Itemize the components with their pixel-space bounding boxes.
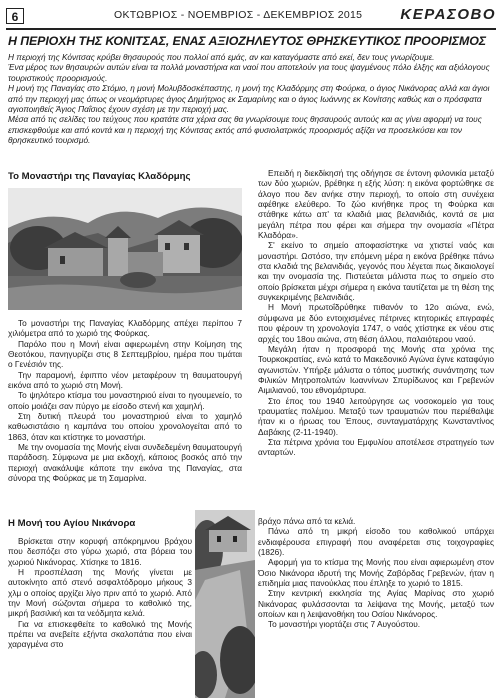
intro-paragraph: Η περιοχή της Κόνιτσας κρύβει θησαυρούς που πολλοί από εμάς, αν και καταγόμαστε από εκεί, δεν τους γνωρίζουμε. <box>8 52 435 62</box>
body-paragraph: βράχο πάνω από τα κελιά. <box>258 516 356 526</box>
body-paragraph: Το μοναστήρι γιορτάζει στις 7 Αυγούστου. <box>268 619 421 630</box>
header-rule <box>6 28 496 30</box>
body-paragraph: Παρόλο που η Μονή είναι αφιερωμένη στην Κοίμηση της Θεοτόκου, πανηγυρίζει στις 8 Σεπτεμβρίου, ημέρα που τιμάται ο Γενέσιόν της. <box>8 338 242 370</box>
body-paragraph: Επειδή η διεκδίκησή της οδήγησε σε έντονη φιλονικία μεταξύ των δύο χωριών, βρέθηκε η εξής λύση: η εικόνα φορτώθηκε σε άλογο που δεν ανήκε στην περιοχή, το οποίο στη συνέχεια αφέθηκε ελεύθερο. Το ζώο κινήθηκε προς τη Φούρκα και στάθηκε κάτω απ' τα κλαδιά μιας βελανιδιάς, κοντά σε μια μεγάλη πέτρα που φέρει και σήμερα την ονομασία «Πέτρα Κλαδόρα». <box>258 168 494 241</box>
issue-date: ΟΚΤΩΒΡΙΟΣ - ΝΟΕΜΒΡΙΟΣ - ΔΕΚΕΜΒΡΙΟΣ 2015 <box>114 9 363 21</box>
page-header <box>6 6 496 28</box>
section1-right-column <box>258 168 494 458</box>
nikanor-monastery-photo <box>195 510 255 698</box>
section2-left-column <box>8 536 192 650</box>
body-paragraph: Βρίσκεται στην κορυφή απόκρημνου βράχου που δεσπόζει στο γύρω χωριό, στα βόρεια του χωριού Νικάνορας. Χτίσηκε το 1816. <box>8 536 192 567</box>
body-paragraph: Πάνω από τη μικρή είσοδο του καθολικού υπάρχει ενδιαφέρουσα επιγραφή που αναφέρεται στις τοιχογραφίες (1826). <box>258 526 494 558</box>
body-paragraph: Με την ονομασία της Μονής είναι συνδεδεμένη θαυματουργή παράδοση. Σύμφωνα με μια εκδοχή, κάποιος βοσκός από την περιοχή ανακάλυψε κάποτε την εικόνα της Παναγίας, στα σύνορα της Φούρκας με τη Σαμαρίνα. <box>8 442 242 484</box>
body-paragraph: Στο έπος του 1940 λειτούργησε ως νοσοκομείο για τους τραυματίες πολέμου. Μεταξύ των τραυματιών που περιέθαλψε ήταν κι ο ήρωας του Έπους, συνταγματάρχης Κωνσταντίνος Δαβάκης (2-11-1940). <box>258 395 494 437</box>
section-title-kladormi: Το Μοναστήρι της Παναγίας Κλαδόρμης <box>8 171 191 182</box>
body-paragraph: Αφορμή για το κτίσμα της Μονής που είναι αφιερωμένη στον Όσιο Νικάνορα ιδρυτή της Μονής Ζαβόρδας Γρεβενών, ήταν η επιδημία μιας πανούκλας που έπληξε το χωριό το 1815. <box>258 557 494 589</box>
section1-left-column <box>8 318 242 484</box>
body-paragraph: Την παραμονή, έφιππο νέον μεταφέρουν τη θαυματουργή εικόνα από το χωριό στη Μονή. <box>8 369 242 391</box>
body-paragraph: Για να επισκεφθείτε το καθολικό της Μονής πρέπει να ανεβείτε εξήντα σκαλοπάτια που είναι χαραγμένα στο <box>8 618 192 650</box>
body-paragraph: Στα πέτρινα χρόνια του Εμφυλίου αποτέλεσε στρατηγείο των ανταρτών. <box>258 436 494 458</box>
section-title-nikanor: Η Μονή του Αγίου Νικάνορα <box>8 518 136 529</box>
body-paragraph: Στην κεντρική εκκλησία της Αγίας Μαρίνας στο χωριό Νικάνορας φυλάσσονται τα λείψανα της Μονής, μεταξύ των οποίων και η λειψανοθήκη του Οσίου Νικάνορος. <box>258 588 494 620</box>
body-paragraph: Το μοναστήρι της Παναγίας Κλαδόρμης απέχει περίπου 7 χιλιόμετρα από το χωριό της Φούρκας. <box>8 318 242 339</box>
kladormi-monastery-photo <box>8 188 242 310</box>
body-paragraph: Η Μονή πρωτοΐδρύθηκε πιθανόν το 12ο αιώνα, ενώ, σύμφωνα με δύο εντοιχισμένες πέτρινες κτητορικές επιγραφές που φέρουν τη χρονολογία 1747, ο ναός χτίστηκε εκ νέου στις αρχές του 18ου αιώνα, στη θέση άλλου, παλαιότερου ναού. <box>258 302 494 344</box>
body-paragraph: Το ψηλότερο κτίσμα του μοναστηριού είναι το ηγουμενείο, το οποίο μοιάζει σαν πύργο με είσοδο στενή και χαμηλή. <box>8 390 242 411</box>
page-number: 6 <box>6 8 24 24</box>
article-intro <box>8 52 494 146</box>
body-paragraph: Σ' εκείνο το σημείο αποφασίστηκε να χτιστεί ναός και μοναστήρι. Ωστόσο, την επόμενη μέρα η εικόνα βρέθηκε πάνω στα κλαδιά της βελανιδιάς, γεγονός που λέγεται πως δικαιολογεί και την ονομασία της. Πιστεύεται μάλιστα πως το σημείο στο οποίο βρίσκεται μέχρι σήμερα η εικόνα ταυτίζεται με τη θέση της συγκεκριμένης βελανιδιάς. <box>258 240 494 303</box>
newspaper-logo: ΚΕΡΑΣΟΒΟ <box>400 6 496 23</box>
section2-right-column <box>258 516 494 630</box>
body-paragraph: Η προσπέλαση της Μονής γίνεται με αυτοκίνητο από στενό ασφαλτόδρομο μήκους 3 χλμ ο οποίος αρχίζει λίγο πριν από το χωριό. Από την Μονή σώζονται σήμερα το καθολικό της, μικρή βασιλική και τα νεόδμητα κελιά. <box>8 567 192 619</box>
article-headline: Η ΠΕΡΙΟΧΗ ΤΗΣ ΚΟΝΙΤΣΑΣ, ΕΝΑΣ ΑΞΙΟΖΗΛΕΥΤΟΣ ΘΡΗΣΚΕΥΤΙΚΟΣ ΠΡΟΟΡΙΣΜΟΣ <box>8 34 486 48</box>
body-paragraph: Μεγάλη ήταν η προσφορά της Μονής στα χρόνια της Τουρκοκρατίας, ενώ κατά το Μακεδονικό Αγώνα έγινε καταφύγιο αγωνιστών. Υπήρξε μάλιστα ο τόπος μυστικής συνάντησης των Φιλικών Μητροπολιτών Ιωαννίνων Σπυρίδωνος και Γρεβενών Αιμιλιανού, του εθνομάρτυρα. <box>258 343 494 396</box>
intro-paragraph: Η μονή της Παναγίας στο Στόμιο, η μονή Μολυβδοσκέπαστης, η μονή της Κλαδόρμης στη Φούρκα, ο άγιος Νικάνορας αλλά και άγιοι από την περιοχή μας όπως οι νεομάρτυρες άγιος Δημήτριος εκ Σαμαρίνης και ο άγιος Ιωάννης εκ Κονίτσης καθώς και ο πρόσφατα αγιοποιηθείς Άγιος Παΐσιος έχουν σχέση με την περιοχή μας. <box>8 83 490 115</box>
intro-paragraph: Μέσα από τις σελίδες του τεύχους που κρατάτε στα χέρια σας θα γνωρίσουμε τους θησαυρούς αυτούς και ας γίνει αφορμή να τους επισκεφθούμε και από κοντά και η περιοχή της Κόνιτσας εκτός από φυσιολατρικός προορισμός αξίζει να προσελκύσει και τον θρησκευτικό τουρισμό. <box>8 114 482 146</box>
intro-paragraph: Ένα μέρος των θησαυρών αυτών είναι τα πολλά μοναστήρια και ναοί που αποτελούν για τους ψαγμένους πόλο έλξης και αξιόλογους τουριστικούς προορισμούς. <box>8 62 490 83</box>
body-paragraph: Στη δυτική πλευρά του μοναστηριού είναι το χαμηλό καθωσιστάσιο η καμπάνα του οποίου χρονολογείται από το 1863, όταν και κτίστηκε το μοναστήρι. <box>8 411 242 442</box>
